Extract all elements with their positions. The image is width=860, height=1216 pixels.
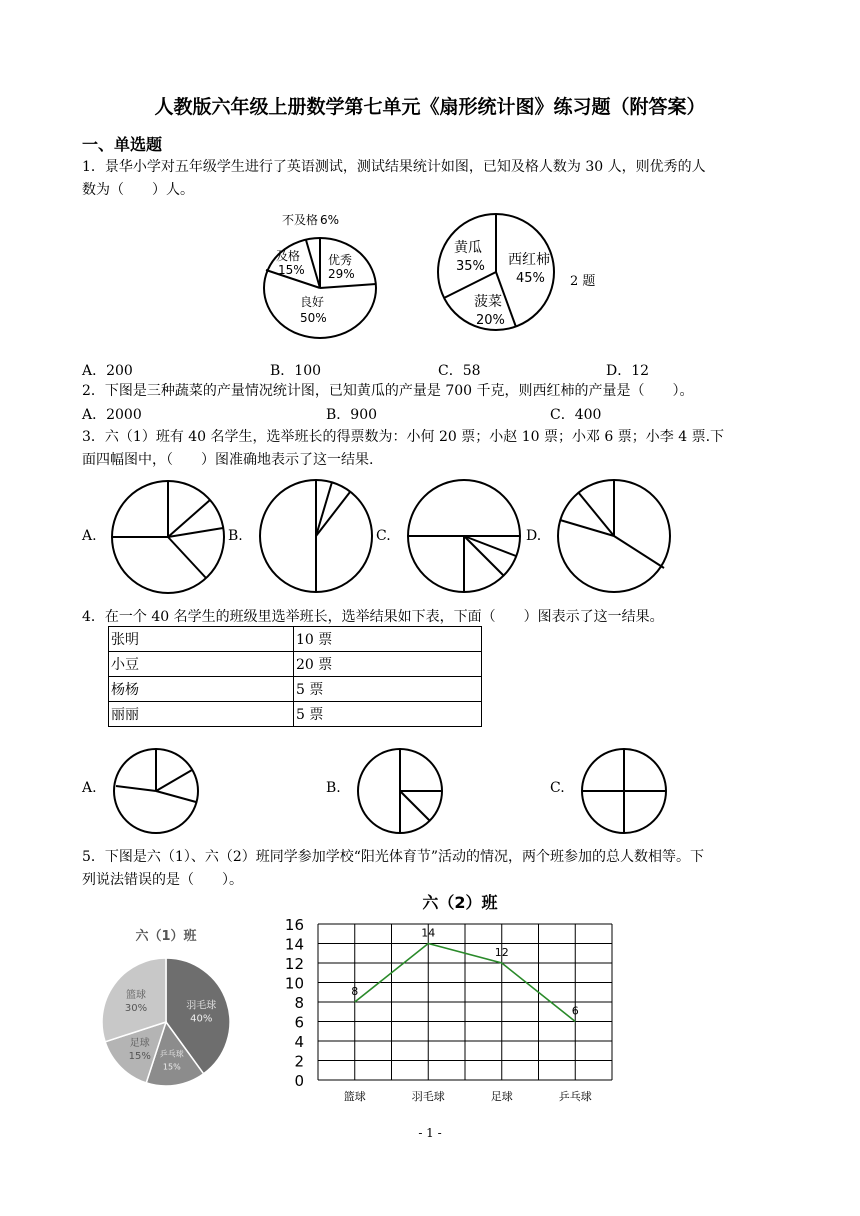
x-tick-label: 乒乓球 — [558, 1090, 592, 1103]
table-cell: 小豆 — [109, 652, 294, 677]
q2-figure-tag: 2 题 — [570, 274, 596, 289]
q4-pie-c[interactable] — [580, 746, 670, 836]
table-cell: 杨杨 — [109, 677, 294, 702]
question-1-text — [82, 156, 782, 202]
data-label: 14 — [421, 926, 436, 940]
x-tick-label: 篮球 — [343, 1090, 366, 1103]
page-title: 人教版六年级上册数学第七单元《扇形统计图》练习题（附答案） — [154, 96, 706, 118]
q3-option-d[interactable]: D. — [526, 528, 542, 544]
q2-option-c[interactable]: C．400 — [550, 407, 602, 423]
pie-slice-label: 足球 — [129, 1038, 150, 1050]
y-tick-label: 16 — [284, 916, 304, 934]
q2-option-a[interactable]: A．2000 — [82, 407, 142, 423]
y-tick-label: 0 — [294, 1072, 304, 1090]
q3-pie-c[interactable] — [406, 478, 524, 596]
question-5-line-1: 5．下图是六（1）、六（2）班同学参加学校“阳光体育节”活动的情况，两个班参加的总人数相等。下 — [82, 849, 705, 865]
q2-pie-chart — [434, 208, 564, 338]
table-cell: 20 票 — [294, 652, 482, 677]
q4-option-b[interactable]: B. — [326, 780, 341, 796]
y-tick-label: 8 — [294, 994, 304, 1012]
q5-pie-chart-class1 — [94, 918, 254, 1088]
q3-option-a[interactable]: A. — [82, 528, 97, 544]
pie-slice-label: 乒乓球 — [159, 1049, 184, 1059]
pie-slice-label: 羽毛球 — [186, 1000, 217, 1012]
question-1-line-2: 数为（ ）人。 — [82, 182, 194, 198]
y-tick-label: 10 — [284, 974, 304, 993]
table-row — [109, 652, 482, 677]
pie-slice-value: 30% — [124, 1003, 148, 1015]
q1-slice-value-fail: 6% — [320, 213, 340, 227]
q2-slice-value-spinach: 20% — [476, 313, 505, 328]
section-heading: 一、单选题 — [82, 135, 163, 154]
pie-slice-value: 15% — [162, 1062, 181, 1072]
q1-slice-label-excellent: 优秀 — [328, 253, 353, 267]
q3-pie-b[interactable] — [258, 478, 376, 596]
q4-option-a[interactable]: A. — [82, 780, 97, 796]
q2-slice-label-cucumber: 黄瓜 — [454, 240, 482, 256]
q3-pie-a[interactable] — [110, 480, 228, 596]
line-chart-title: 六（2）班 — [422, 893, 498, 912]
y-tick-label: 12 — [284, 955, 304, 973]
question-5-text — [82, 846, 782, 892]
q3-option-b[interactable]: B. — [228, 528, 243, 544]
q2-slice-label-tomato: 西红柿 — [508, 252, 550, 268]
table-cell: 5 票 — [294, 677, 482, 702]
q1-option-b[interactable]: B．100 — [270, 363, 322, 379]
table-cell: 张明 — [109, 627, 294, 652]
q1-option-c[interactable]: C．58 — [438, 363, 481, 379]
data-label: 6 — [571, 1004, 579, 1018]
x-tick-label: 羽毛球 — [411, 1090, 445, 1103]
q1-slice-value-pass: 15% — [278, 263, 305, 277]
y-tick-label: 14 — [284, 935, 304, 954]
question-1-line-1: 1．景华小学对五年级学生进行了英语测试，测试结果统计如图，已知及格人数为 30 人，则优秀的人 — [82, 159, 706, 175]
y-tick-label: 6 — [294, 1013, 304, 1032]
q4-pie-b[interactable] — [356, 746, 446, 836]
q1-slice-label-pass: 及格 — [276, 249, 301, 263]
page-footer: - 1 - — [418, 1126, 442, 1140]
q1-option-d[interactable]: D．12 — [606, 363, 650, 379]
pie-slice-value: 15% — [128, 1051, 151, 1063]
q3-option-c[interactable]: C. — [376, 528, 391, 544]
q2-slice-label-spinach: 菠菜 — [474, 294, 502, 310]
table-cell: 5 票 — [294, 702, 482, 727]
q1-slice-label-good: 良好 — [300, 295, 325, 309]
q2-slice-value-cucumber: 35% — [456, 259, 485, 274]
q3-pie-d[interactable] — [556, 478, 674, 596]
q4-pie-a[interactable] — [112, 746, 202, 836]
data-label: 8 — [351, 985, 359, 998]
q1-slice-value-good: 50% — [300, 311, 327, 325]
q1-slice-value-excellent: 29% — [328, 267, 355, 281]
q1-pie-chart — [262, 206, 382, 346]
question-3-line-1: 3．六（1）班有 40 名学生，选举班长的得票数为：小何 20 票；小赵 10 票；小邓 6 票；小李 4 票.下 — [82, 429, 725, 445]
question-4-text: 4．在一个 40 名学生的班级里选举班长，选举结果如下表，下面（ ）图表示了这一结果。 — [82, 609, 664, 625]
y-tick-label: 2 — [294, 1052, 304, 1071]
data-label: 12 — [494, 946, 509, 959]
q5-line-chart-class2 — [276, 888, 636, 1110]
question-3-text — [82, 426, 782, 472]
pie-chart-title: 六（1）班 — [135, 929, 197, 944]
question-2-text: 2．下图是三种蔬菜的产量情况统计图，已知黄瓜的产量是 700 千克，则西红柿的产量是（ ）。 — [82, 383, 694, 399]
q2-option-b[interactable]: B．900 — [326, 407, 378, 423]
table-row — [109, 702, 482, 727]
q4-votes-table — [108, 626, 482, 727]
question-3-line-2: 面四幅图中，（ ）图准确地表示了这一结果. — [82, 452, 374, 468]
pie-slice-value: 40% — [190, 1013, 213, 1025]
table-row — [109, 627, 482, 652]
table-cell: 丽丽 — [109, 702, 294, 727]
question-5-line-2: 列说法错误的是（ ）。 — [82, 872, 243, 888]
q1-slice-label-fail: 不及格 — [282, 213, 319, 227]
q1-option-a[interactable]: A．200 — [82, 363, 133, 379]
table-row — [109, 677, 482, 702]
y-tick-label: 4 — [294, 1033, 304, 1051]
x-tick-label: 足球 — [490, 1090, 513, 1103]
pie-slice-label: 篮球 — [125, 990, 146, 1002]
q4-option-c[interactable]: C. — [550, 780, 565, 796]
q2-slice-value-tomato: 45% — [516, 271, 545, 286]
table-cell: 10 票 — [294, 627, 482, 652]
